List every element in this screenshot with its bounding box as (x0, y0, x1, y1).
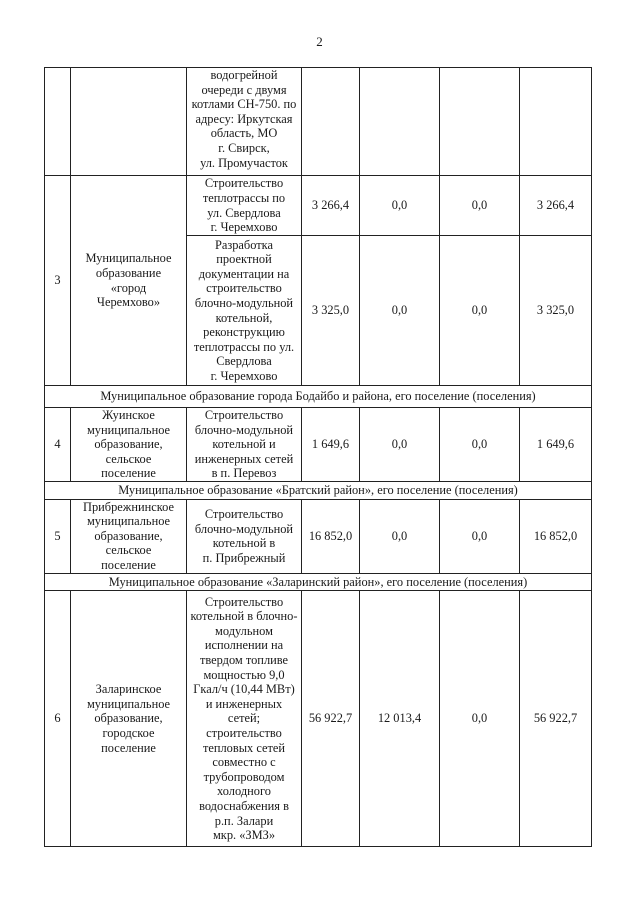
table-row (45, 499, 592, 573)
cell-line: Строительство (204, 594, 284, 609)
cell-line: Черемхово» (96, 295, 161, 310)
cell-line: городское (102, 725, 155, 740)
cell-line: сетей; (227, 711, 261, 726)
value-cell: 3 325,0 (520, 236, 592, 386)
cell-line: Строительство (204, 506, 284, 521)
cell-line: г. Свирск, (218, 140, 270, 155)
cell-line: ул. Промучасток (200, 155, 288, 170)
cell-line: инженерных сетей (194, 451, 294, 466)
cell-line: г. Черемхово (210, 368, 278, 383)
cell-line: модульном (215, 623, 273, 638)
cell-line: исполнении на (204, 638, 284, 653)
cell-line: водогрейной (210, 68, 278, 82)
cell-line: муниципальное (86, 696, 171, 711)
value-cell: 0,0 (440, 236, 520, 386)
value-cell (360, 68, 440, 176)
value-cell: 0,0 (360, 499, 440, 573)
cell-line: образование, (94, 711, 163, 726)
value-cell: 3 325,0 (302, 236, 360, 386)
cell-line: мощностью 9,0 (203, 667, 285, 682)
number-cell: 6 (45, 591, 71, 847)
cell-line: ул. Свердлова (207, 205, 281, 220)
cell-line: Свердлова (216, 354, 272, 369)
value-cell: 0,0 (440, 408, 520, 482)
funding-table (44, 67, 592, 847)
cell-line: блочно-модульной (194, 422, 294, 437)
section-header-row (45, 573, 592, 591)
value-cell: 0,0 (440, 591, 520, 847)
cell-line: котельной, (215, 310, 273, 325)
cell-line: Прибрежнинское (83, 499, 174, 514)
cell-line: строительство (206, 725, 282, 740)
cell-line: трубопроводом (203, 769, 285, 784)
cell-line: муниципальное (86, 514, 171, 529)
entity-cell (71, 591, 187, 847)
cell-line: котельной в блочно- (190, 609, 298, 624)
cell-line: Муниципальное (85, 251, 172, 266)
cell-line: теплотрассы по (202, 190, 286, 205)
cell-line: блочно-модульной (194, 295, 294, 310)
table-row (45, 176, 592, 236)
cell-line: сельское (105, 451, 152, 466)
value-cell: 12 013,4 (360, 591, 440, 847)
page-number: 2 (316, 34, 323, 49)
value-cell: 56 922,7 (520, 591, 592, 847)
value-cell: 0,0 (360, 176, 440, 236)
cell-line: адресу: Иркутская (195, 111, 293, 126)
cell-line: Гкал/ч (10,44 МВт) (193, 682, 295, 697)
cell-line: блочно-модульной (194, 521, 294, 536)
entity-cell (71, 68, 187, 176)
value-cell: 16 852,0 (520, 499, 592, 573)
work-cell (187, 176, 302, 236)
cell-line: область, МО (210, 126, 278, 141)
cell-line: образование (95, 265, 162, 280)
cell-line: «город (110, 280, 147, 295)
value-cell: 3 266,4 (520, 176, 592, 236)
number-cell: 5 (45, 499, 71, 573)
value-cell: 0,0 (440, 499, 520, 573)
cell-line: Жуинское (102, 408, 155, 423)
cell-line: муниципальное (86, 422, 171, 437)
value-cell (302, 68, 360, 176)
table-row (45, 591, 592, 847)
number-cell: 3 (45, 176, 71, 386)
section-header-cell: Муниципальное образование «Братский район», его поселение (поселения) (45, 482, 592, 500)
cell-line: котельной и (212, 437, 276, 452)
cell-line: твердом топливе (199, 653, 289, 668)
work-cell (187, 68, 302, 176)
work-cell (187, 499, 302, 573)
cell-line: тепловых сетей (202, 740, 286, 755)
entity-cell (71, 176, 187, 386)
section-header-row (45, 386, 592, 408)
cell-line: Строительство (204, 176, 284, 191)
number-cell: 4 (45, 408, 71, 482)
cell-line: поселение (101, 466, 156, 481)
cell-line: Заларинское (95, 682, 162, 697)
section-header-cell: Муниципальное образование города Бодайбо и района, его поселение (поселения) (45, 386, 592, 408)
cell-line: документации на (198, 266, 290, 281)
cell-line: г. Черемхово (210, 220, 278, 235)
section-header-row (45, 482, 592, 500)
cell-line: в п. Перевоз (211, 466, 277, 481)
value-cell (440, 68, 520, 176)
cell-line: совместно с (212, 755, 276, 770)
cell-line: образование, (94, 528, 163, 543)
number-cell (45, 68, 71, 176)
value-cell: 1 649,6 (520, 408, 592, 482)
cell-line: строительство (206, 281, 282, 296)
section-header-cell: Муниципальное образование «Заларинский район», его поселение (поселения) (45, 573, 592, 591)
cell-line: теплотрассы по ул. (193, 339, 295, 354)
cell-line: очереди с двумя (201, 82, 287, 97)
entity-cell (71, 408, 187, 482)
cell-line: котлами СН-750. по (191, 97, 297, 112)
cell-line: р.п. Залари (214, 813, 274, 828)
cell-line: поселение (101, 557, 156, 572)
work-cell (187, 591, 302, 847)
value-cell: 0,0 (360, 408, 440, 482)
value-cell: 1 649,6 (302, 408, 360, 482)
cell-line: водоснабжения в (199, 798, 289, 813)
table-row (45, 68, 592, 176)
table-row (45, 408, 592, 482)
cell-line: холодного (217, 784, 271, 799)
value-cell (520, 68, 592, 176)
cell-line: и инженерных (205, 696, 283, 711)
cell-line: котельной в (212, 536, 276, 551)
cell-line: мкр. «ЗМЗ» (212, 828, 276, 843)
value-cell: 56 922,7 (302, 591, 360, 847)
value-cell: 16 852,0 (302, 499, 360, 573)
cell-line: Разработка (214, 237, 274, 252)
cell-line: проектной (216, 252, 272, 267)
cell-line: образование, (94, 437, 163, 452)
entity-cell (71, 499, 187, 573)
cell-line: поселение (101, 740, 156, 755)
cell-line: сельское (105, 543, 152, 558)
work-cell (187, 236, 302, 386)
cell-line: реконструкцию (203, 325, 285, 340)
cell-line: Строительство (204, 408, 284, 423)
work-cell (187, 408, 302, 482)
cell-line: п. Прибрежный (202, 550, 286, 565)
value-cell: 0,0 (440, 176, 520, 236)
value-cell: 3 266,4 (302, 176, 360, 236)
value-cell: 0,0 (360, 236, 440, 386)
